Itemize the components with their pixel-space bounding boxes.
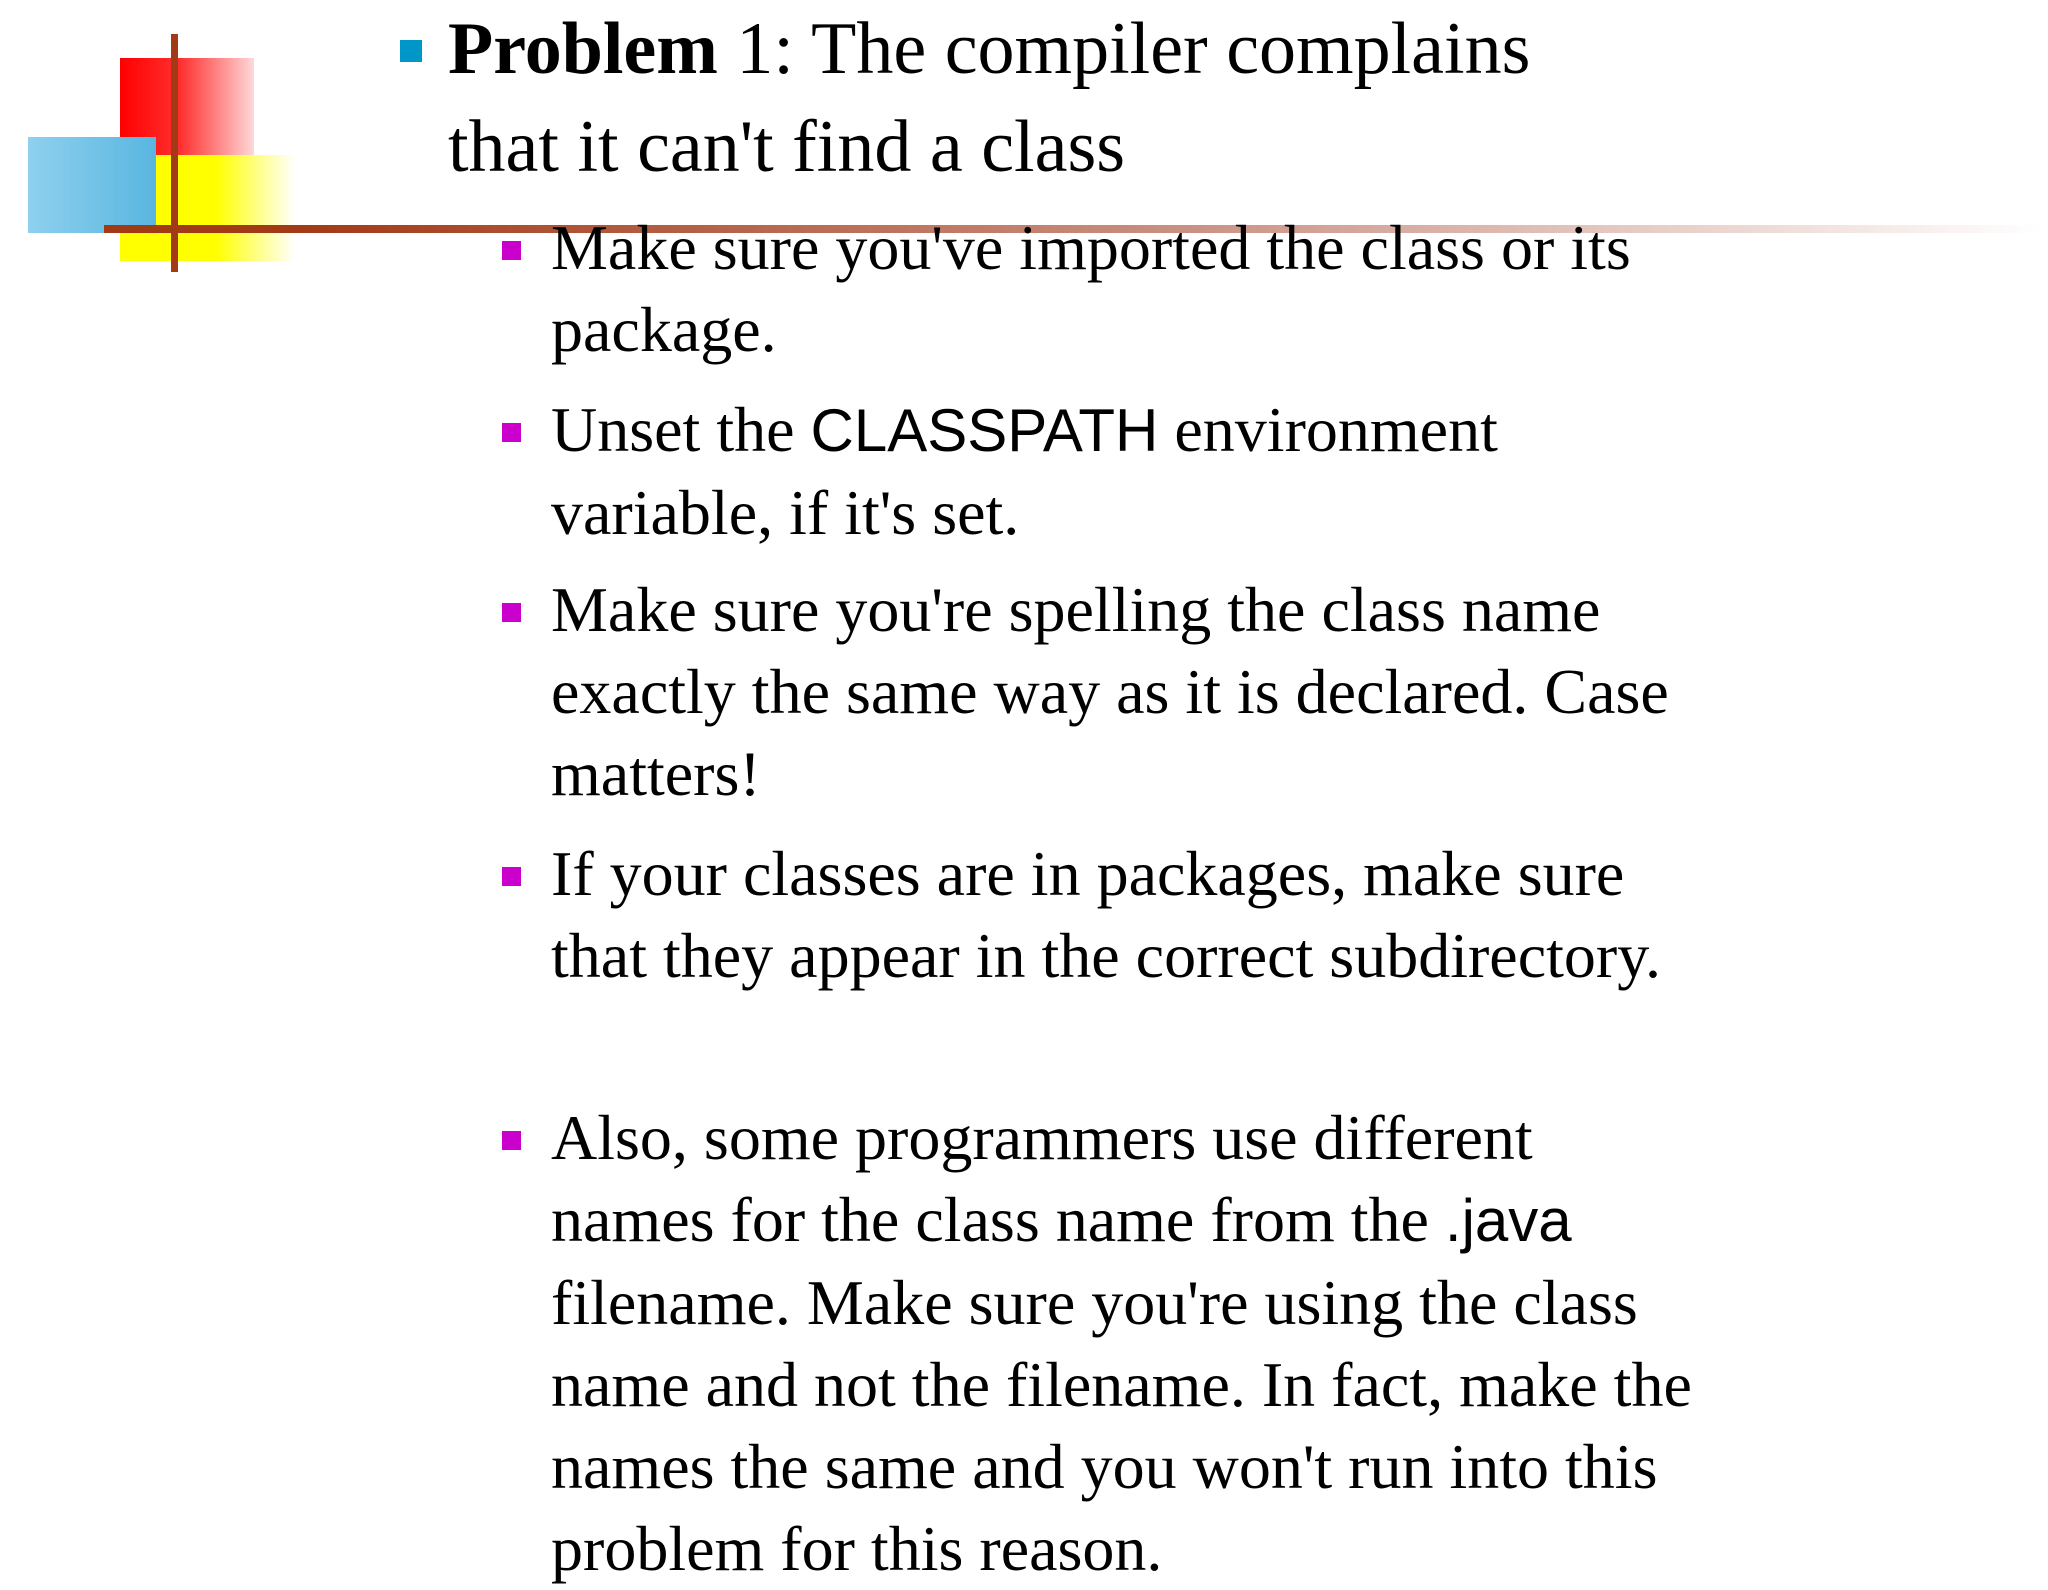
list-item-text	[551, 389, 1711, 554]
list-item-text: Make sure you've imported the class or its package.	[551, 212, 1631, 365]
blue-square-decoration	[28, 137, 156, 233]
code-term: .java	[1444, 1187, 1572, 1254]
title-rest-line1: 1: The compiler complains	[717, 8, 1531, 90]
vertical-rule-decoration	[171, 34, 178, 272]
sub-bullet-icon	[502, 423, 521, 442]
list-item-text	[551, 1097, 1711, 1590]
list-item-text-part: environment variable, if it's set.	[551, 394, 1498, 548]
title-line2: that it can't find a class	[448, 106, 1126, 188]
list-item-text-part: Unset the	[551, 394, 811, 465]
list-item-text-part: Also, some programmers use different names for the class name from the	[551, 1102, 1533, 1255]
list-item-text: Make sure you're spelling the class name exactly the same way as it is declared. Case matters!	[551, 574, 1669, 809]
sub-bullet-icon	[502, 867, 521, 886]
sub-bullet-icon	[502, 603, 521, 622]
list-item-text-part: filename. Make sure you're using the class name and not the filename. In fact, make the names the same and you won't run into this problem for this reason.	[551, 1267, 1692, 1584]
sub-bullet-icon	[502, 241, 521, 260]
code-term: CLASSPATH	[810, 397, 1159, 464]
list-item-text: If your classes are in packages, make sure that they appear in the correct subdirectory.	[551, 838, 1662, 991]
sub-bullet-icon	[502, 1131, 521, 1150]
slide-title	[448, 0, 1748, 196]
title-bold-word: Problem	[448, 8, 718, 90]
main-bullet-icon	[400, 40, 422, 62]
